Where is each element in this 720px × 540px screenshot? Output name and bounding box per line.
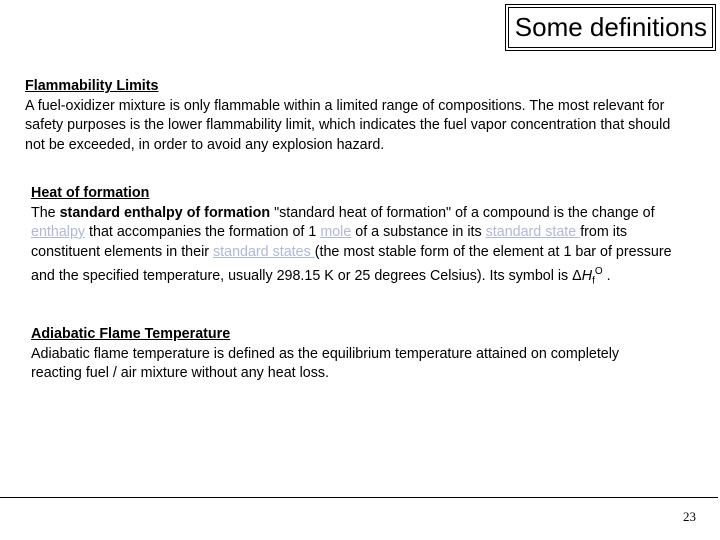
flammability-heading: Flammability Limits [25,78,159,94]
heat-text-1: "standard heat of formation" of a compound is the change of [270,204,655,221]
heat-heading: Heat of formation [31,185,150,201]
enthalpy-link[interactable]: enthalpy [31,224,86,240]
heat-text-2: that accompanies the formation of 1 [85,224,321,240]
adiabatic-body: Adiabatic flame temperature is defined as the equilibrium temperature attained on completely reacting fuel / air mixture without any heat loss. [31,345,620,381]
adiabatic-section [31,325,671,384]
standard-state-link[interactable]: standard state [485,224,581,240]
slide-title: Some definitions [508,7,713,48]
heat-text-5: (the most stable form of the element at 1 bar of pressure and the specified temperature, usually 298.15 K or 25 degrees Celsius). Its symbol is Δ [31,243,672,284]
heat-body [31,204,696,292]
symbol-h: H [581,267,593,284]
flammability-section [25,77,685,155]
standard-states-link[interactable]: standard states [213,243,315,260]
mole-link[interactable]: mole [320,224,352,240]
heat-text-3: of a substance in its [351,224,486,240]
page-number: 23 [683,509,696,524]
symbol-subscript: f [592,275,595,287]
heat-section [31,184,696,291]
flammability-body: A fuel-oxidizer mixture is only flammable within a limited range of compositions. The most relevant for safety purposes is the lower flammability limit, which indicates the fuel vapor concentration that should not be exceeded, in order to avoid any explosion hazard. [25,97,671,153]
heat-bold-term: standard enthalpy of formation [59,204,271,221]
heat-intro: The [31,204,60,221]
adiabatic-heading: Adiabatic Flame Temperature [31,326,231,342]
heat-text-6: . [602,267,611,284]
symbol-superscript: O [594,266,603,277]
footer-divider [0,497,718,498]
heat-text-4: from its constituent elements in their [31,224,628,260]
title-box [505,4,716,51]
